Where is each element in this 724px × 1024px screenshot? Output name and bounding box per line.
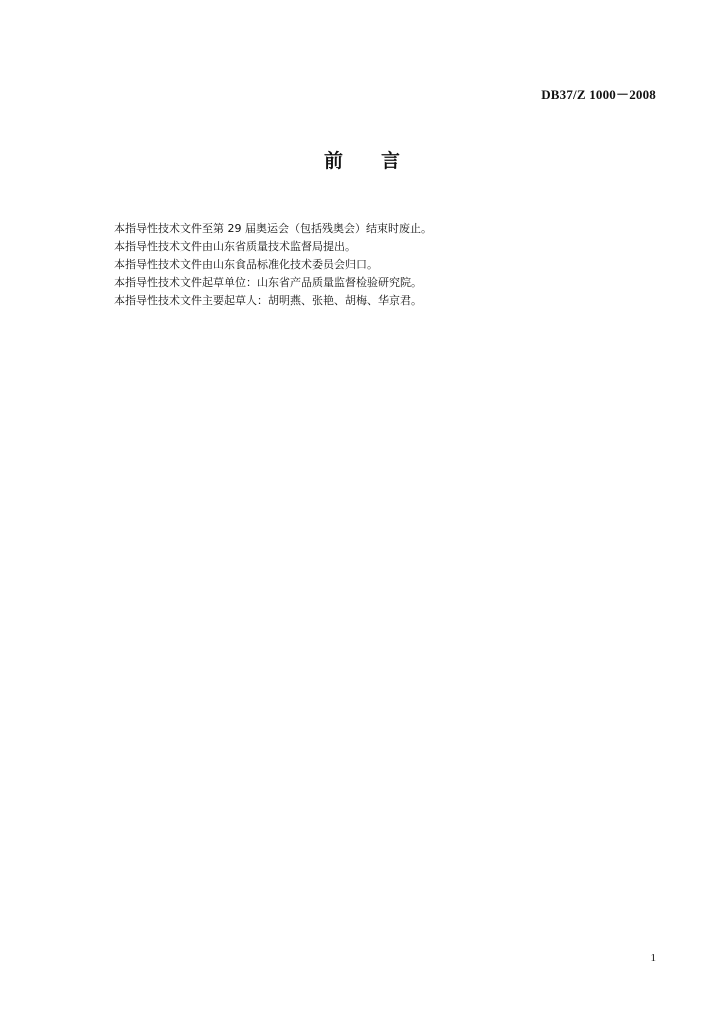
preface-paragraph: 本指导性技术文件由山东食品标准化技术委员会归口。 (114, 258, 378, 271)
preface-paragraph: 本指导性技术文件主要起草人：胡明燕、张艳、胡梅、华京君。 (114, 294, 422, 307)
preface-body (114, 220, 674, 310)
preface-paragraph: 本指导性技术文件起草单位：山东省产品质量监督检验研究院。 (114, 276, 422, 289)
title-char-2: 言 (381, 150, 401, 172)
page-title (0, 146, 724, 173)
preface-paragraph: 本指导性技术文件由山东省质量技术监督局提出。 (114, 240, 356, 253)
page-number: 1 (650, 952, 656, 964)
preface-paragraph: 本指导性技术文件至第 29 届奥运会（包括残奥会）结束时废止。 (114, 222, 432, 235)
document-code: DB37/Z 1000－2008 (541, 87, 656, 102)
title-char-1: 前 (323, 150, 343, 172)
